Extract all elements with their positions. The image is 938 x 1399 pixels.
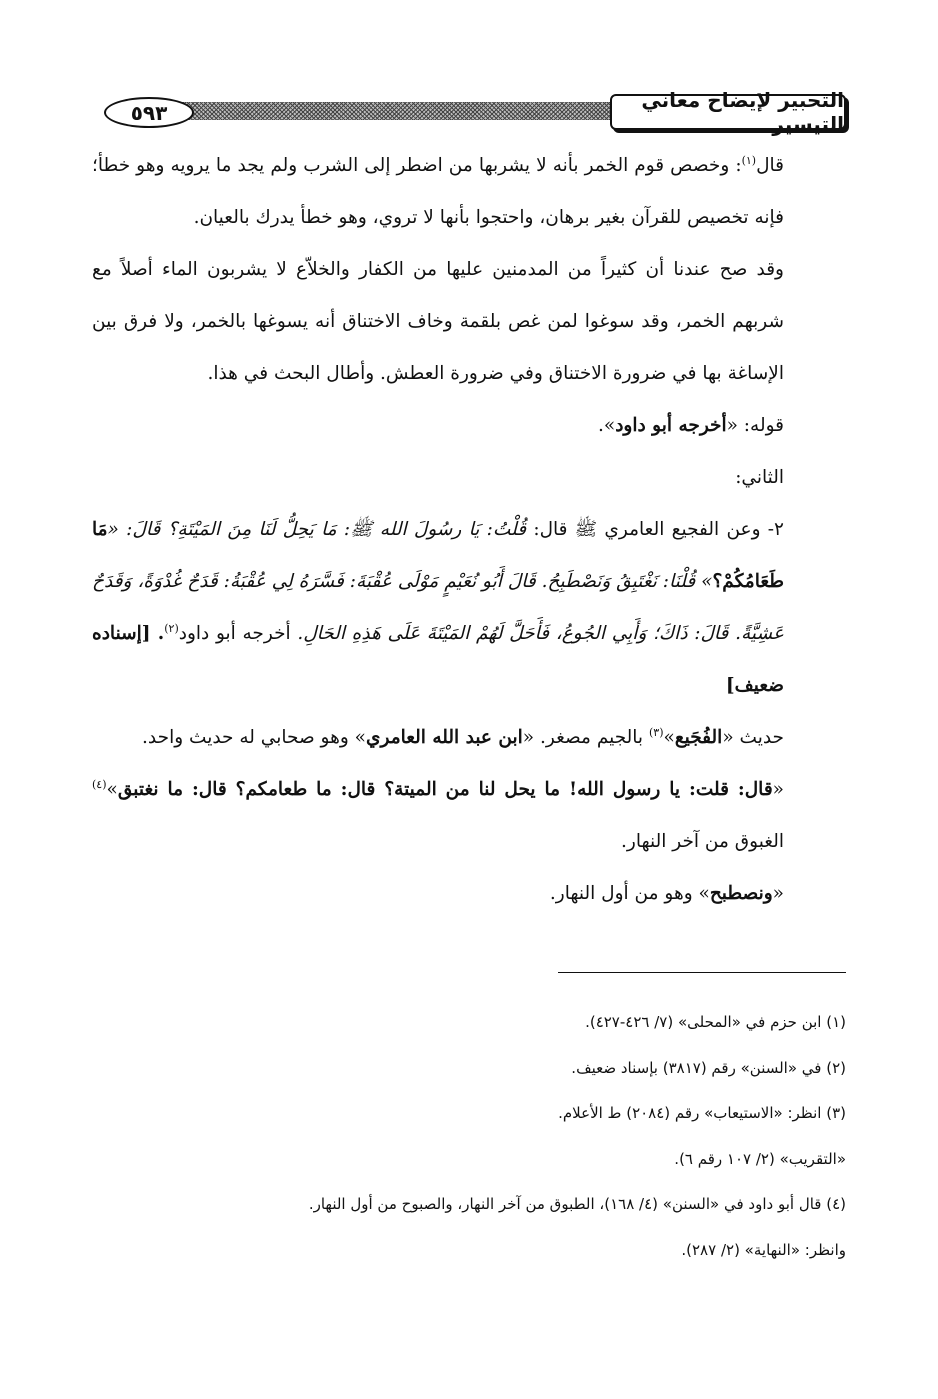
paragraph-3 bbox=[92, 400, 846, 452]
footnotes bbox=[92, 1000, 846, 1273]
page-number: ٥٩٣ bbox=[104, 97, 194, 128]
footnote-ref-4[interactable]: (٤) bbox=[92, 777, 107, 791]
grading-text: . [إسناده ضعيف] bbox=[92, 623, 784, 696]
text: » bbox=[663, 727, 675, 748]
paragraph-1 bbox=[92, 140, 846, 244]
bold-text: الفُجَيع bbox=[674, 727, 723, 748]
footnote-2: (٢) في «السنن» رقم (٣٨١٧) بإسناد ضعيف. bbox=[571, 1058, 846, 1077]
bold-text: قال: قلت: يا رسول الله! ما يحل لنا من الميتة؟ قال: ما طعامكم؟ قال: ما نغتبق bbox=[117, 779, 773, 800]
paragraph-6 bbox=[92, 712, 846, 764]
footnote-ref-2[interactable]: (٢) bbox=[164, 621, 179, 635]
paragraph-8 bbox=[92, 868, 846, 920]
footnote-3-continued: «التقريب» (٢/ ١٠٧ رقم ٦). bbox=[674, 1149, 846, 1168]
footnote-4-continued: وانظر: «النهاية» (٢/ ٢٨٧). bbox=[681, 1240, 846, 1259]
paragraph-4: الثاني: bbox=[735, 467, 784, 488]
bold-text: أخرجه أبو داود bbox=[615, 415, 727, 436]
book-title: التحبير لإيضاح معاني التيسير bbox=[610, 94, 846, 130]
text: « bbox=[772, 779, 784, 800]
text: » وهو صحابي له حديث واحد. bbox=[142, 727, 366, 748]
text: أخرجه أبو داود bbox=[178, 623, 298, 644]
bold-text: ونصطبح bbox=[709, 883, 773, 904]
text: حديث « bbox=[722, 727, 784, 748]
footnote-ref-1[interactable]: (١) bbox=[741, 153, 757, 167]
text: » bbox=[106, 779, 118, 800]
paragraph-7 bbox=[92, 764, 846, 868]
footnote-4: (٤) قال أبو داود في «السنن» (٤/ ١٦٨)، الطبوق من آخر النهار، والصبوح من أول النهار. bbox=[308, 1195, 846, 1213]
footnote-1: (١) ابن حزم في «المحلى» (٧/ ٤٢٦-٤٢٧). bbox=[585, 1013, 846, 1031]
header-hatch-bar bbox=[162, 102, 614, 120]
hadith-text: قُلْتُ: يَا رسُولَ الله ﷺ: مَا يَحِلُّ لَنَا مِنَ المَيْتَةِ؟ قَالَ: « bbox=[107, 519, 527, 540]
footnote-3: (٣) انظر: «الاستيعاب» رقم (٢٠٨٤) ط الأعلام. bbox=[558, 1104, 846, 1122]
text: قوله: « bbox=[726, 415, 784, 436]
main-text bbox=[92, 140, 846, 920]
hadith-paragraph bbox=[92, 504, 846, 712]
paragraph-2: وقد صح عندنا أن كثيراً من المدمنين عليها من الكفار والخلاّع لا يشربون الماء أصلاً مع شربهم الخمر، وقد سوغوا لمن غص بلقمة وخاف الاختناق أنه يسوغها بالخمر، ولا فرق بين الإساغة بها في ضرورة الاختناق وفي ضرورة العطش. وأطال البحث في هذا. bbox=[92, 259, 784, 384]
page-header bbox=[92, 88, 846, 136]
bold-text: مَا طَعَامُكُمْ؟ bbox=[92, 519, 784, 592]
bold-text: ابن عبد الله العامري bbox=[366, 727, 523, 748]
text: « bbox=[772, 883, 784, 904]
footnote-separator bbox=[558, 972, 846, 973]
footnote-ref-3[interactable]: (٣) bbox=[648, 725, 664, 739]
text: : وخصص قوم الخمر بأنه لا يشربها من اضطر إلى الشرب ولم يجد ما يرويه وهو خطأ؛ فإنه تخصيص للقرآن بغير برهان، واحتجوا بأنها لا تروي، وهو خطأ يدرك بالعيان. bbox=[92, 155, 784, 228]
hadith-text: » قُلْنَا: نَغْتَبِقُ وَنَصْطَبِحُ. قَالَ أَبُو نُعَيْمٍ مَوْلَى عُقْبَةَ: فَسَّرَهُ لِي عُقْبَةُ: قَدَحٌ غُدْوَةً، وَقَدَحٌ عَشِيَّةً. قَالَ: ذَاكَ؛ وَأَبِي الجُوعُ، فَأَحَلَّ لَهُمْ المَيْتَةَ عَلَى هَذِهِ الحَالِ. bbox=[92, 571, 784, 644]
text: بالجيم مصغر. « bbox=[522, 727, 649, 748]
text: قال bbox=[756, 155, 784, 176]
text: » وهو من أول النهار. bbox=[549, 883, 710, 904]
text: الغبوق من آخر النهار. bbox=[621, 831, 784, 852]
text: ». bbox=[597, 415, 616, 436]
text: ٢- وعن الفجيع العامري ﷺ قال: bbox=[526, 519, 784, 540]
